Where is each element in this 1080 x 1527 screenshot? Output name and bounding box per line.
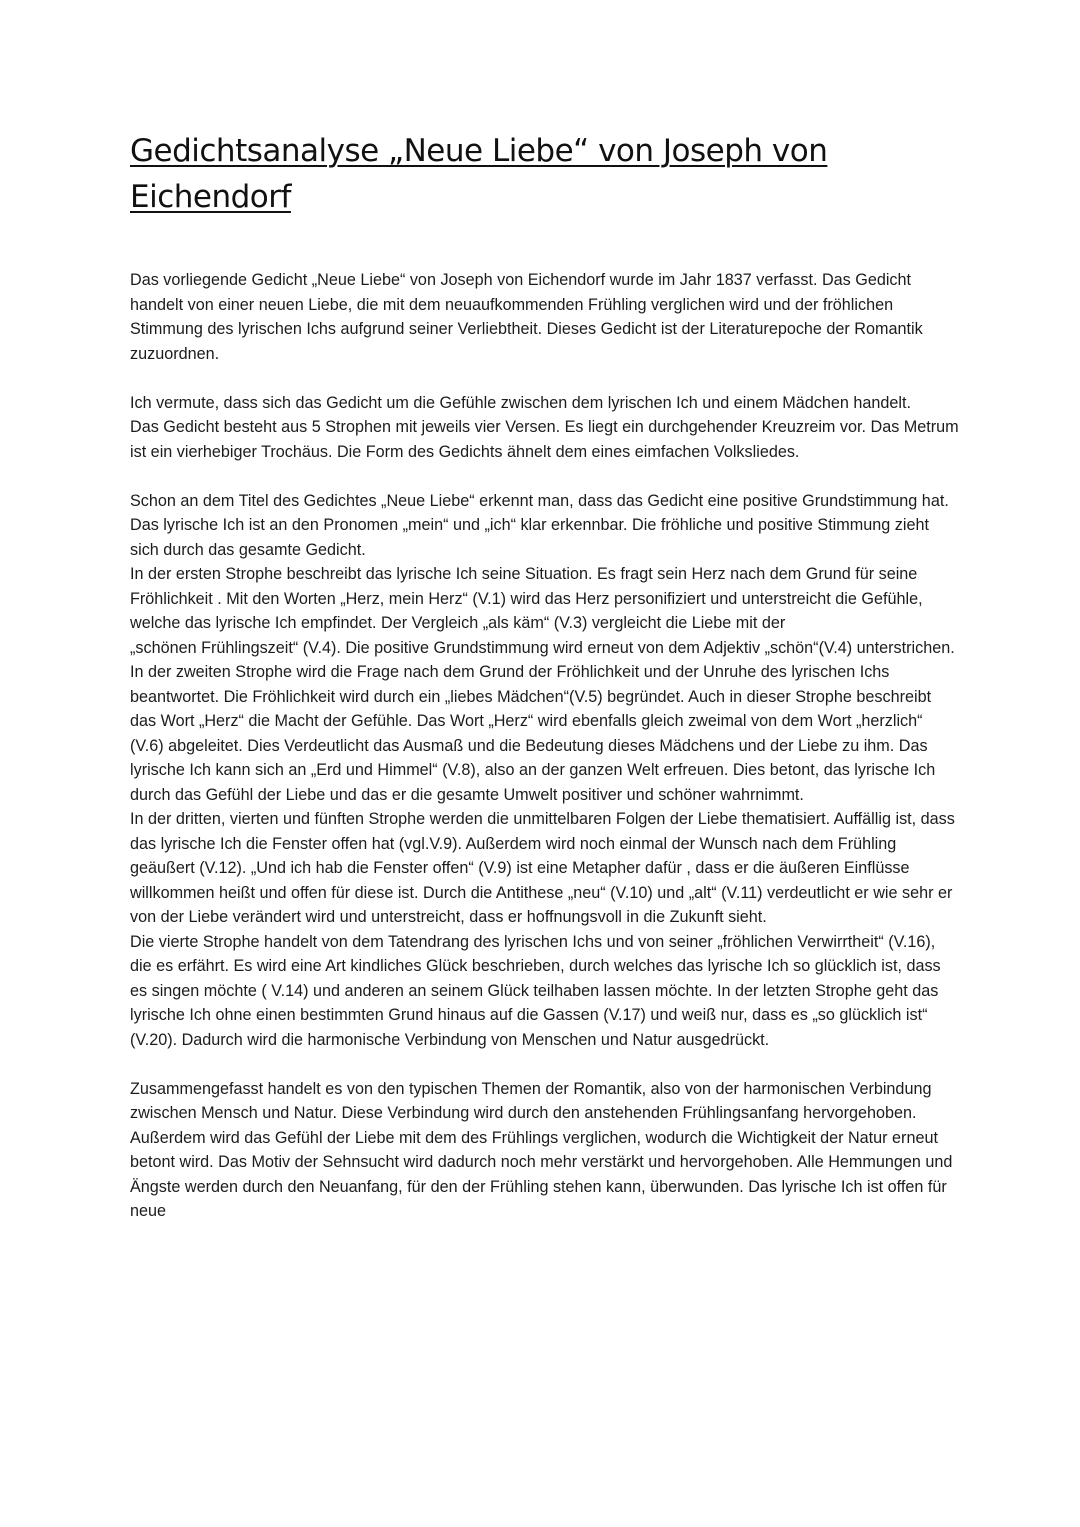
paragraph-hypothesis: Ich vermute, dass sich das Gedicht um die Gefühle zwischen dem lyrischen Ich und einem Mädchen handelt. xyxy=(130,393,911,412)
paragraph-gap xyxy=(130,1052,960,1077)
paragraph-gap xyxy=(130,366,960,391)
paragraph-stanza-four-five: Die vierte Strophe handelt von dem Tatendrang des lyrischen Ichs und von seiner „fröhlichen Verwirrtheit“ (V.16), die es erfährt. Es wird eine Art kindliches Glück beschrieben, durch welches das lyrische Ich so glücklich ist, dass es singen möchte ( V.14) und anderen an seinem Glück teilhaben lassen möchte. In der letzten Strophe geht das lyrische Ich ohne einen bestimmten Grund hinaus auf die Gassen (V.17) und weiß nur, dass es „so glücklich ist“ (V.20). Dadurch wird die harmonische Verbindung von Menschen und Natur ausgedrückt. xyxy=(130,932,941,1049)
paragraph-stanza-one: In der ersten Strophe beschreibt das lyrische Ich seine Situation. Es fragt sein Herz nach dem Grund für seine Fröhlichkeit . Mit den Worten „Herz, mein Herz“ (V.1) wird das Herz personifiziert und unterstreicht die Gefühle, welche das lyrische Ich empfindet. Der Vergleich „als käm“ (V.3) vergleicht die Liebe mit der xyxy=(130,565,923,632)
paragraph-stanza-one-continued: „schönen Frühlingszeit“ (V.4). Die positive Grundstimmung wird erneut von dem Adjektiv „schön“(V.4) unterstrichen. xyxy=(130,638,955,657)
document-page xyxy=(130,128,960,1224)
document-title: Gedichtsanalyse „Neue Liebe“ von Joseph von Eichendorf xyxy=(130,133,828,215)
paragraph-title-analysis: Schon an dem Titel des Gedichtes „Neue Liebe“ erkennt man, dass das Gedicht eine positive Grundstimmung hat. Das lyrische Ich ist an den Pronomen „mein“ und „ich“ klar erkennbar. Die fröhliche und positive Stimmung zieht sich durch das gesamte Gedicht. xyxy=(130,491,949,559)
paragraph-stanza-three-to-five: In der dritten, vierten und fünften Strophe werden die unmittelbaren Folgen der Liebe thematisiert. Auffällig ist, dass das lyrische Ich die Fenster offen hat (vgl.V.9). Außerdem wird noch einmal der Wunsch nach dem Frühling geäußert (V.12). „Und ich hab die Fenster offen“ (V.9) ist eine Metapher dafür , dass er die äußeren Einflüsse willkommen heißt und offen für diese ist. Durch die Antithese „neu“ (V.10) und „alt“ (V.11) verdeutlicht er wie sehr er von der Liebe verändert wird und unterstreicht, dass er hoffnungsvoll in die Zukunft sieht. xyxy=(130,810,955,926)
paragraph-stanza-two: In der zweiten Strophe wird die Frage nach dem Grund der Fröhlichkeit und der Unruhe des lyrischen Ichs beantwortet. Die Fröhlichkeit wird durch ein „liebes Mädchen“(V.5) begründet. Auch in dieser Strophe beschreibt das Wort „Herz“ die Macht der Gefühle. Das Wort „Herz“ wird ebenfalls gleich zweimal von dem Wort „herzlich“ (V.6) abgeleitet. Dies Verdeutlicht das Ausmaß und die Bedeutung dieses Mädchens und der Liebe zu ihm. Das lyrische Ich kann sich an „Erd und Himmel“ (V.8), also an der ganzen Welt erfreuen. Dies betont, das lyrische Ich durch das Gefühl der Liebe und das er die gesamte Umwelt positiver und schöner wahrnimmt. xyxy=(130,663,936,804)
paragraph-summary: Zusammengefasst handelt es von den typischen Themen der Romantik, also von der harmonischen Verbindung zwischen Mensch und Natur. Diese Verbindung wird durch den anstehenden Frühlingsanfang hervorgehoben. Außerdem wird das Gefühl der Liebe mit dem des Frühlings verglichen, wodurch die Wichtigkeit der Natur erneut betont wird. Das Motiv der Sehnsucht wird dadurch noch mehr verstärkt und hervorgehoben. Alle Hemmungen und Ängste werden durch den Neuanfang, für den der Frühling stehen kann, überwunden. Das lyrische Ich ist offen für neue xyxy=(130,1079,953,1220)
paragraph-form: Das Gedicht besteht aus 5 Strophen mit jeweils vier Versen. Es liegt ein durchgehender Kreuzreim vor. Das Metrum ist ein vierhebiger Trochäus. Die Form des Gedichts ähnelt dem eines eimfachen Volksliedes. xyxy=(130,418,959,461)
paragraph-intro: Das vorliegende Gedicht „Neue Liebe“ von Joseph von Eichendorf wurde im Jahr 1837 verfasst. Das Gedicht handelt von einer neuen Liebe, die mit dem neuaufkommenden Frühling verglichen wird und der fröhlichen Stimmung des lyrischen Ichs aufgrund seiner Verliebtheit. Dieses Gedicht ist der Literaturepoche der Romantik zuzuordnen. xyxy=(130,271,923,363)
document-body xyxy=(130,268,960,1224)
paragraph-gap xyxy=(130,464,960,489)
